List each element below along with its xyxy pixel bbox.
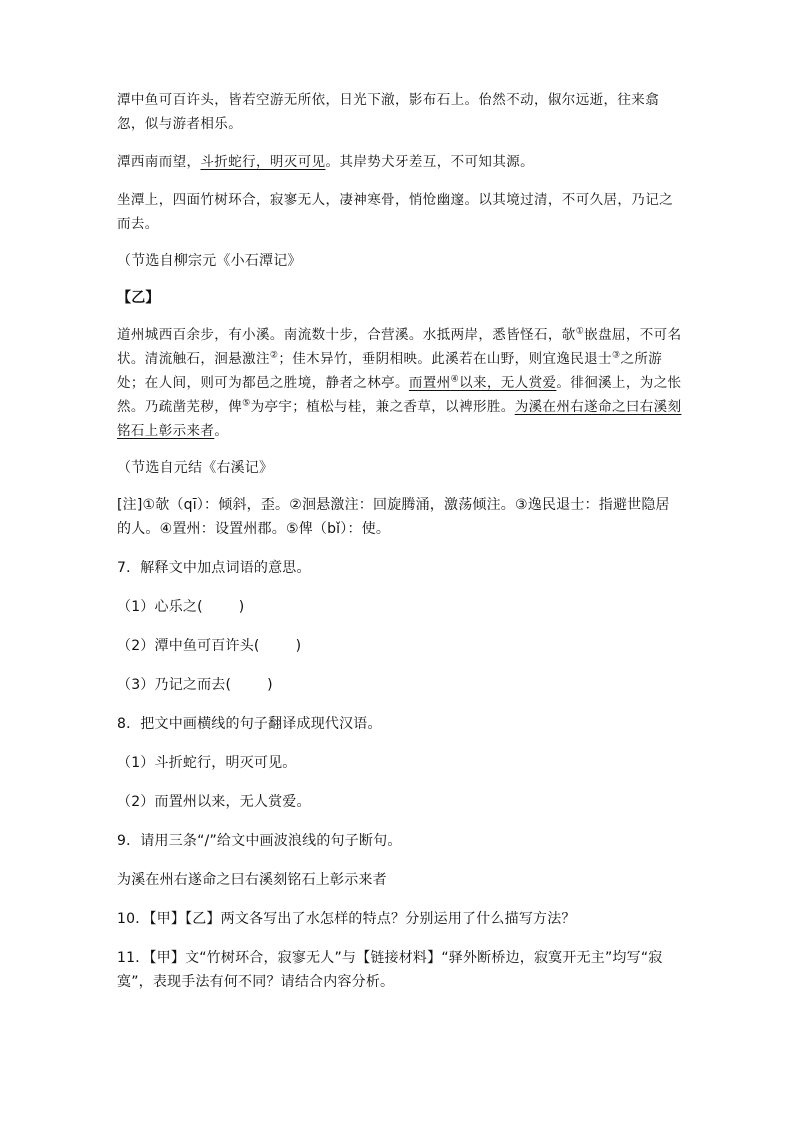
question-7-item-2 <box>117 634 682 658</box>
question-8-item-2: （2）而置州以来，无人赏爱。 <box>117 794 311 810</box>
question-7-stem: 7．解释文中加点词语的意思。 <box>117 560 311 576</box>
yi-text-4: 之所游处；在人间，则可为都邑之胜境，静者之林亭。 <box>117 351 663 391</box>
yi-text-6: 为亭宇；植松与桂，兼之香草，以裨形胜。 <box>250 399 515 415</box>
question-7-item-1-label: （1）心乐之( <box>117 599 203 615</box>
question-10-stem: 10．【甲】【乙】两文各写出了水怎样的特点？分别运用了什么描写方法？ <box>117 911 576 927</box>
jia-paragraph-stream <box>117 150 682 174</box>
yi-note-marker-2: ② <box>269 350 279 361</box>
question-9-stem: 9．请用三条“/”给文中画波浪线的句子断句。 <box>117 833 402 849</box>
yi-paragraph <box>117 323 682 443</box>
yi-underlined-part-2: 以来，无人赏爱 <box>459 375 557 391</box>
jia-paragraph-sitting: 坐潭上，四面竹树环合，寂寥无人，凄神寒骨，悄怆幽邃。以其境过清，不可久居，乃记之而去。 <box>117 192 673 232</box>
jia-underlined-sentence: 斗折蛇行，明灭可见 <box>200 154 326 170</box>
question-7-item-3-close: ) <box>267 677 273 693</box>
question-7-item-3 <box>117 673 682 697</box>
jia-paragraph-fish: 潭中鱼可百许头，皆若空游无所依，日光下澈，影布石上。佁然不动，俶尔远逝，往来翕忽，似与游者相乐。 <box>117 92 660 132</box>
yi-note-marker-3: ③ <box>611 350 621 361</box>
question-8-item-1: （1）斗折蛇行，明灭可见。 <box>117 755 297 771</box>
yi-note-marker-4: ④ <box>450 374 460 385</box>
yi-wavy-sentence: 为溪在州右遂命之曰右溪刻铭石上彰示来者 <box>117 399 682 439</box>
exam-page <box>117 88 682 994</box>
question-7-item-1-close: ) <box>238 599 245 615</box>
yi-text-5: 。徘徊溪上，为之怅然。乃疏凿芜秽，俾 <box>117 375 682 415</box>
notes: [注]①欹（qī）：倾斜，歪。②洄悬激注：回旋腾涌，激荡倾注。③逸民退士：指避世隐居的人。④置州：设置州郡。⑤俾（bǐ）：使。 <box>117 497 670 537</box>
question-7-item-1 <box>117 595 682 619</box>
yi-text-2: 嵌盘屈，不可名状。清流触石，洄悬激注 <box>117 327 682 367</box>
question-7-item-3-label: （3）乃记之而去( <box>117 677 232 693</box>
yi-heading: 【乙】 <box>117 290 160 306</box>
jia-para2-after: 。其岸势犬牙差互，不可知其源。 <box>325 154 535 170</box>
question-7-item-2-label: （2）潭中鱼可百许头( <box>117 638 260 654</box>
question-9-sentence: 为溪在州右遂命之曰右溪刻铭石上彰示来者 <box>117 872 387 888</box>
yi-text-1: 道州城西百余步，有小溪。南流数十步，合营溪。水抵两岸，悉皆怪石，欹 <box>117 327 576 343</box>
yi-underlined-part-1: 而置州 <box>408 375 451 391</box>
yi-text-end: 。 <box>214 423 229 439</box>
yi-text-3: ；佳木异竹，垂阴相映。此溪若在山野，则宜逸民退士 <box>278 351 612 367</box>
question-8-stem: 8．把文中画横线的句子翻译成现代汉语。 <box>117 716 382 732</box>
yi-source: （节选自元结《右溪记》 <box>117 460 274 476</box>
jia-para2-before: 潭西南而望， <box>117 154 201 170</box>
question-11-stem: 11．【甲】文“竹树环合，寂寥无人”与【链接材料】“驿外断桥边，寂寞开无主”均写“寂寞”，表现手法有何不同？请结合内容分析。 <box>117 950 663 990</box>
yi-note-marker-5: ⑤ <box>242 398 251 409</box>
jia-source: （节选自柳宗元《小石潭记》 <box>117 253 302 269</box>
question-7-item-2-close: ) <box>295 638 302 654</box>
yi-note-marker-1: ① <box>575 326 585 337</box>
yi-underlined-sentence <box>409 375 556 391</box>
